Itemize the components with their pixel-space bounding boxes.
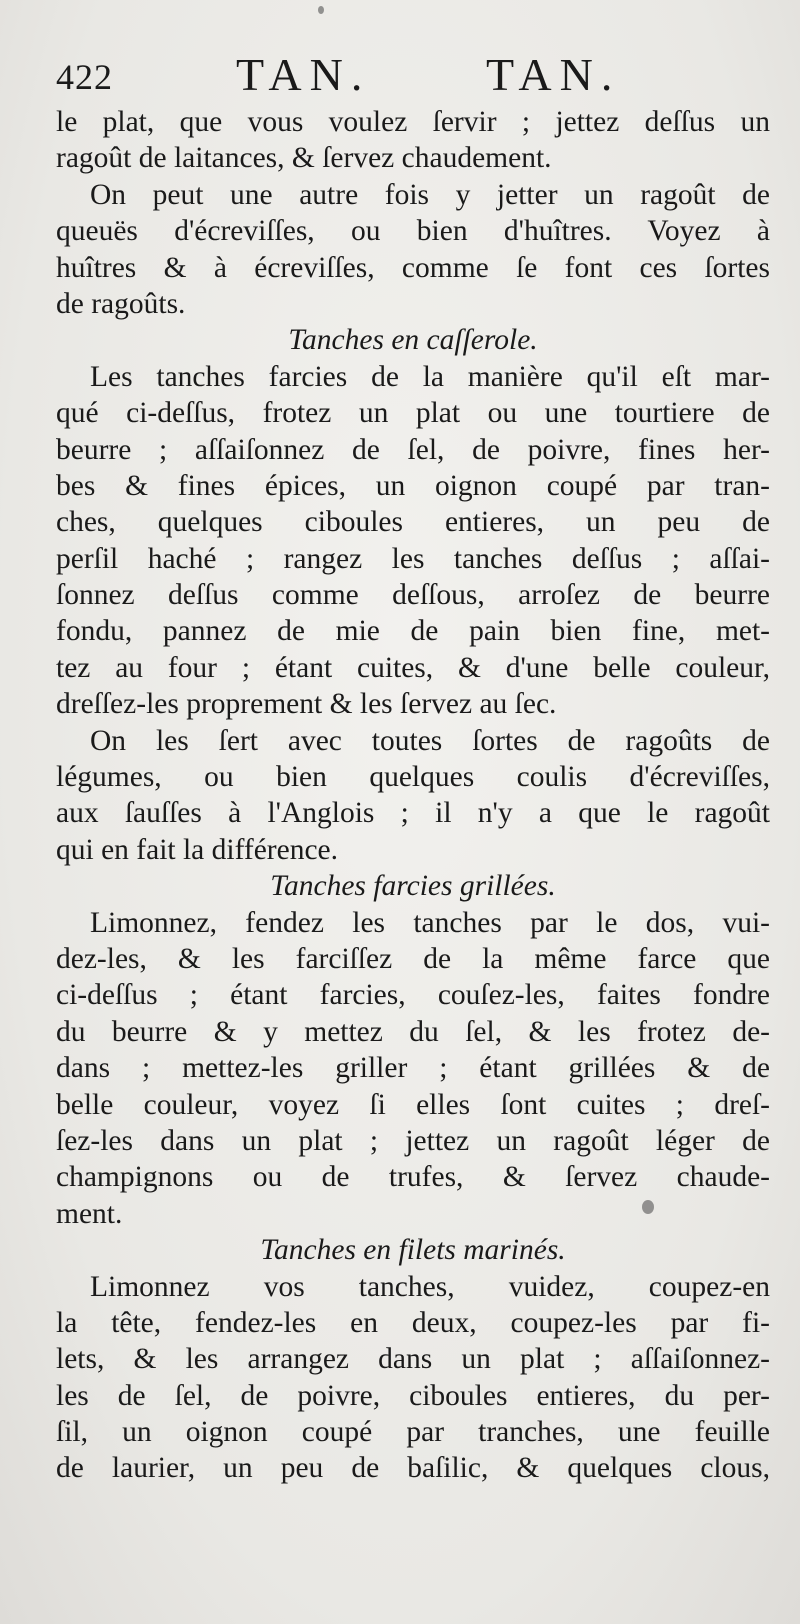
text-line: ſez-les dans un plat ; jettez un ragoût léger de — [56, 1124, 770, 1157]
text-line: le plat, que vous voulez ſervir ; jettez deſſus un — [56, 106, 770, 138]
text-line: belle couleur, voyez ſi elles ſont cuites ; dreſ- — [56, 1088, 770, 1121]
running-head-right: TAN. — [486, 49, 621, 100]
text-line: ſil, un oignon coupé par tranches, une feuille — [56, 1416, 770, 1449]
text-line: fondu, pannez de mie de pain bien fine, met- — [56, 615, 770, 648]
page-header — [56, 48, 770, 106]
text-line: huîtres & à écreviſſes, comme ſe font ces ſortes — [56, 251, 770, 284]
text-line: dans ; mettez-les griller ; étant grillées & de — [56, 1052, 770, 1085]
text-line: Limonnez, fendez les tanches par le dos, vui- — [90, 906, 770, 939]
text-line: perſil haché ; rangez les tanches deſſus ; aſſai- — [56, 542, 770, 575]
text-line: tez au four ; étant cuites, & d'une belle couleur, — [56, 651, 770, 684]
text-line: du beurre & y mettez du ſel, & les frotez de- — [56, 1015, 770, 1048]
text-line: queuës d'écreviſſes, ou bien d'huîtres. Voyez à — [56, 215, 770, 248]
text-line: qué ci-deſſus, frotez un plat ou une tourtiere de — [56, 397, 770, 430]
section-heading: Tanches en caſſerole. — [288, 324, 538, 357]
text-line: légumes, ou bien quelques coulis d'écreviſſes, — [56, 761, 770, 794]
text-line: les de ſel, de poivre, ciboules entieres, du per- — [56, 1379, 770, 1412]
text-line: Les tanches farcies de la manière qu'il eſt mar- — [90, 360, 770, 393]
text-line: dez-les, & les farciſſez de la même farce que — [56, 942, 770, 975]
text-line: Limonnez vos tanches, vuidez, coupez-en — [90, 1270, 770, 1303]
ink-spot — [318, 6, 324, 14]
text-line: de laurier, un peu de baſilic, & quelques clous, — [56, 1452, 770, 1485]
text-line: ment. — [56, 1197, 123, 1230]
text-line: bes & fines épices, un oignon coupé par tran- — [56, 469, 770, 502]
page-number: 422 — [56, 57, 113, 97]
text-line: la tête, fendez-les en deux, coupez-les par fi- — [56, 1306, 770, 1339]
text-line: de ragoûts. — [56, 287, 186, 320]
running-head-left: TAN. — [236, 49, 371, 100]
text-line: ci-deſſus ; étant farcies, couſez-les, faites fondre — [56, 979, 770, 1012]
text-line: qui en fait la différence. — [56, 833, 339, 866]
text-line: aux ſauſſes à l'Anglois ; il n'y a que le ragoût — [56, 797, 770, 830]
text-line: On les ſert avec toutes ſortes de ragoûts de — [90, 724, 770, 757]
text-line: ches, quelques ciboules entieres, un peu de — [56, 506, 770, 539]
text-line: ragoût de laitances, & ſervez chaudement. — [56, 142, 552, 175]
text-line: dreſſez-les proprement & les ſervez au ſec. — [56, 688, 557, 721]
ink-spot — [642, 1200, 654, 1214]
text-line: champignons ou de trufes, & ſervez chaude- — [56, 1161, 770, 1194]
body-text — [56, 104, 770, 1487]
text-line: On peut une autre fois y jetter un ragoût de — [90, 178, 770, 211]
text-line: ſonnez deſſus comme deſſous, arroſez de beurre — [56, 579, 770, 612]
text-line: lets, & les arrangez dans un plat ; aſſaiſonnez- — [56, 1343, 770, 1376]
section-heading: Tanches en filets marinés. — [260, 1234, 566, 1267]
text-line: beurre ; aſſaiſonnez de ſel, de poivre, fines her- — [56, 433, 770, 466]
section-heading: Tanches farcies grillées. — [270, 870, 556, 903]
